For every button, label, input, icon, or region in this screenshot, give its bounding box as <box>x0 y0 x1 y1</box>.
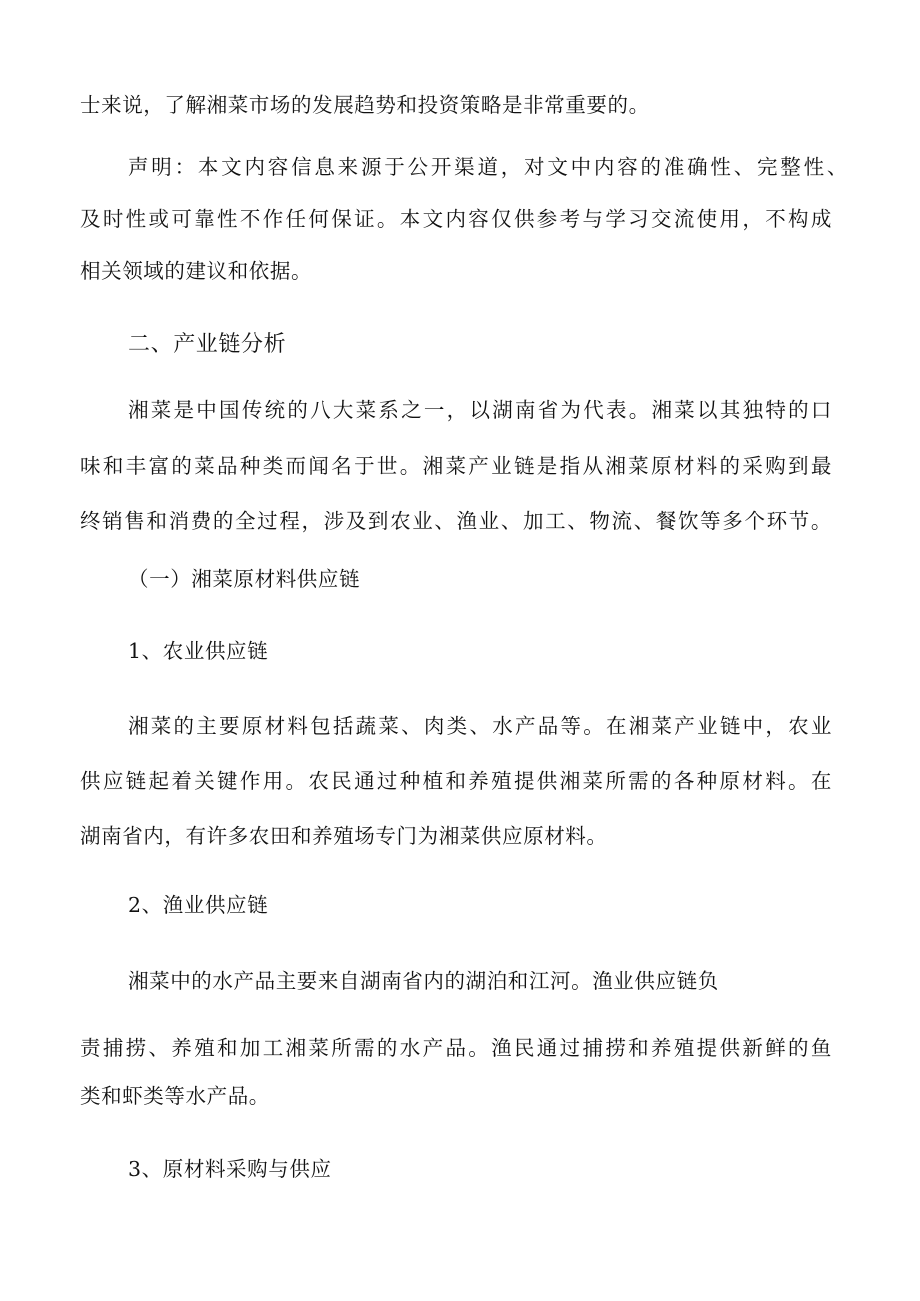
item-heading: 2、渔业供应链 <box>128 893 269 917</box>
subsection-title: （一）湘菜原材料供应链 <box>128 567 361 591</box>
item-heading: 3、原材料采购与供应 <box>128 1157 332 1181</box>
disclaimer-line: 声明：本文内容信息来源于公开渠道，对文中内容的准确性、完整性、 <box>128 155 848 179</box>
paragraph-line: 责捕捞、养殖和加工湘菜所需的水产品。渔民通过捕捞和养殖提供新鲜的鱼 <box>80 1036 832 1060</box>
paragraph-line: 湘菜的主要原材料包括蔬菜、肉类、水产品等。在湘菜产业链中，农业 <box>128 714 832 738</box>
paragraph-line: 湘菜是中国传统的八大菜系之一，以湖南省为代表。湘菜以其独特的口 <box>128 398 832 422</box>
disclaimer-line: 相关领域的建议和依据。 <box>80 259 313 283</box>
item-heading: 1、农业供应链 <box>128 639 269 663</box>
section-title: 二、产业链分析 <box>128 332 287 357</box>
disclaimer-line: 及时性或可靠性不作任何保证。本文内容仅供参考与学习交流使用，不构成 <box>80 207 832 231</box>
paragraph-line: 类和虾类等水产品。 <box>80 1084 270 1108</box>
intro-continuation: 士来说，了解湘菜市场的发展趋势和投资策略是非常重要的。 <box>80 93 650 117</box>
paragraph-line: 味和丰富的菜品种类而闻名于世。湘菜产业链是指从湘菜原材料的采购到最 <box>80 454 832 478</box>
paragraph-line: 供应链起着关键作用。农民通过种植和养殖提供湘菜所需的各种原材料。在 <box>80 769 832 793</box>
paragraph-line: 湘菜中的水产品主要来自湖南省内的湖泊和江河。渔业供应链负 <box>128 969 719 993</box>
paragraph-line: 终销售和消费的全过程，涉及到农业、渔业、加工、物流、餐饮等多个环节。 <box>80 509 832 533</box>
paragraph-line: 湖南省内，有许多农田和养殖场专门为湘菜供应原材料。 <box>80 824 608 848</box>
